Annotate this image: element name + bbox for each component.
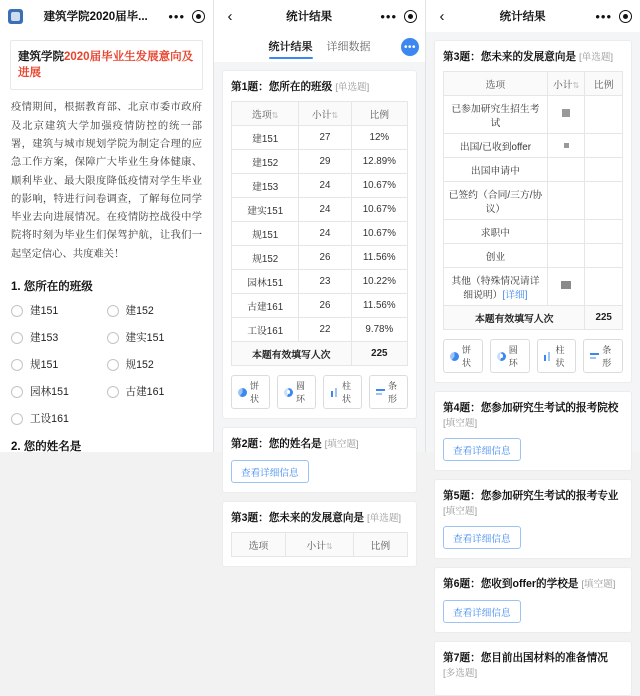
- option-label: 规151: [30, 359, 59, 372]
- radio-icon[interactable]: [107, 332, 119, 344]
- option-item[interactable]: [11, 357, 107, 372]
- question-1-type: [单选题]: [335, 82, 370, 93]
- chart-type-column-label: 柱状: [342, 381, 352, 404]
- cell-option: [444, 268, 548, 306]
- column-percent[interactable]: 比例: [585, 72, 623, 96]
- question-3-type: [单选题]: [578, 52, 614, 63]
- tab-statistics[interactable]: 统计结果: [269, 38, 313, 57]
- question-7-stat-card: [434, 641, 632, 696]
- chart-type-horizontal-bar[interactable]: [369, 375, 408, 409]
- cell-option: 工设161: [232, 318, 299, 342]
- question-3-heading: [443, 49, 623, 64]
- page-title: 统计结果: [499, 11, 546, 23]
- table-header-row: [444, 72, 623, 96]
- cell-count: 26: [299, 246, 351, 270]
- question-3-text: 您未来的发展意向是: [268, 512, 365, 524]
- cell-percent: 12%: [351, 126, 407, 150]
- question-3-number: 第3题：: [231, 512, 269, 524]
- option-item[interactable]: [107, 357, 203, 372]
- back-arrow-icon[interactable]: ‹: [227, 7, 233, 25]
- cell-option: 建151: [232, 126, 299, 150]
- table-total-row: [444, 306, 623, 330]
- survey-preview-panel: [0, 0, 214, 452]
- column-option-label: 选项: [252, 109, 272, 121]
- cell-count: 24: [299, 174, 351, 198]
- question-1-heading: [231, 79, 408, 94]
- radio-icon[interactable]: [107, 305, 119, 317]
- bar-chart-icon: [544, 352, 553, 361]
- column-percent-label: 比例: [369, 109, 390, 121]
- more-icon[interactable]: •••: [380, 8, 397, 24]
- cell-option: 出国申请中: [444, 158, 548, 182]
- column-option[interactable]: 选项: [444, 72, 548, 96]
- option-item[interactable]: [11, 303, 107, 318]
- question-1-title: 1. 您所在的班级: [11, 281, 93, 294]
- question-4-type: [填空题]: [443, 418, 478, 429]
- count-bar-icon: [561, 281, 571, 289]
- chart-type-ring[interactable]: [277, 375, 316, 409]
- total-label: 本题有效填写人次: [232, 342, 352, 366]
- table-row: [232, 270, 408, 294]
- chart-type-pie-label: 饼状: [250, 381, 260, 404]
- question-3-text: 您未来的发展意向是: [480, 51, 577, 63]
- question-4-text: 您参加研究生考试的报考院校: [480, 402, 619, 414]
- question-2-type: [填空题]: [324, 439, 359, 450]
- view-detail-button[interactable]: 查看详细信息: [231, 460, 309, 483]
- table-row: [232, 222, 408, 246]
- cell-percent: [585, 158, 623, 182]
- cell-count: [547, 158, 585, 182]
- cell-option: 古建161: [232, 294, 299, 318]
- cell-option-label: 其他（特殊情况请详细说明）: [451, 275, 540, 301]
- column-percent[interactable]: [351, 102, 407, 126]
- option-label: 建实151: [125, 332, 165, 345]
- more-icon[interactable]: •••: [168, 8, 185, 24]
- option-item[interactable]: [11, 384, 107, 399]
- option-label: 建151: [30, 305, 59, 318]
- target-icon[interactable]: [619, 10, 632, 23]
- cell-count: 24: [299, 198, 351, 222]
- option-item[interactable]: [11, 411, 107, 426]
- pie-chart-icon: [238, 388, 247, 397]
- table-row: [444, 182, 623, 220]
- survey-intro-text: 疫情期间，根据教育部、北京市委市政府及北京建筑大学加强疫情防控的统一部署，建筑与城市规划学院为制定合理的应急工作方案，保障广大毕业生身体健康、顺利毕业、最大限度降低疫情对学生毕业的影响，特进行问卷调查，了解每位同学毕业去向进展情况。在疫情防控战役中学院将时刻为毕业生们保驾护航，让我们一起坚定信心、共度难关！: [11, 102, 202, 260]
- question-1-stat-card: [222, 70, 417, 419]
- option-item[interactable]: [107, 384, 203, 399]
- cell-option: 规151: [232, 222, 299, 246]
- more-icon[interactable]: •••: [595, 8, 612, 24]
- chart-type-hbar-label: 条形: [602, 345, 612, 368]
- option-label: 建152: [125, 305, 154, 318]
- question-7-type: [多选题]: [443, 668, 478, 679]
- view-detail-button[interactable]: 查看详细信息: [443, 526, 521, 549]
- column-count-label: 小计: [306, 540, 326, 552]
- statistics-panel-scrolled: [426, 0, 640, 679]
- panel3-nav-actions: [595, 10, 632, 23]
- panel3-navbar: [426, 0, 640, 32]
- chart-type-ring[interactable]: [490, 339, 530, 373]
- detail-link[interactable]: [详细]: [502, 289, 528, 301]
- radio-icon[interactable]: [11, 386, 23, 398]
- view-detail-button[interactable]: 查看详细信息: [443, 600, 521, 623]
- question-3-stat-card: [222, 501, 417, 567]
- panel2-nav-actions: [380, 10, 417, 23]
- horizontal-bar-chart-icon: [376, 388, 385, 397]
- radio-icon[interactable]: [11, 359, 23, 371]
- question-6-heading: [443, 576, 623, 591]
- table-row: [232, 318, 408, 342]
- cell-option: 建实151: [232, 198, 299, 222]
- question-4-heading: [443, 400, 623, 429]
- table-row: [232, 198, 408, 222]
- cell-option: 园林151: [232, 270, 299, 294]
- option-label: 古建161: [125, 386, 165, 399]
- table-row: [444, 134, 623, 158]
- question-3-table: [443, 71, 623, 330]
- cell-percent: [585, 268, 623, 306]
- sort-icon[interactable]: ⇅: [572, 80, 580, 90]
- table-row: [232, 126, 408, 150]
- cell-count: 26: [299, 294, 351, 318]
- cell-option: 已签约（合同/三方/协议）: [444, 182, 548, 220]
- cell-percent: [585, 134, 623, 158]
- radio-icon[interactable]: [11, 413, 23, 425]
- chart-type-pie[interactable]: [231, 375, 270, 409]
- cell-percent: [585, 96, 623, 134]
- total-value: 225: [351, 342, 407, 366]
- more-options-button[interactable]: •••: [401, 38, 419, 56]
- option-item[interactable]: [107, 303, 203, 318]
- chart-type-hbar-label: 条形: [388, 381, 398, 404]
- cell-percent: 10.67%: [351, 198, 407, 222]
- cell-count: 22: [299, 318, 351, 342]
- chart-type-buttons: [231, 375, 408, 409]
- table-row: [444, 244, 623, 268]
- survey-title-card: [10, 40, 203, 90]
- cell-count: [547, 182, 585, 220]
- sort-icon[interactable]: ⇅: [325, 541, 333, 551]
- chart-type-pie-label: 饼状: [462, 345, 472, 368]
- table-row: [444, 96, 623, 134]
- column-count-label: 小计: [552, 79, 573, 91]
- cell-count: [547, 96, 585, 134]
- tab-detail-data[interactable]: 详细数据: [326, 40, 371, 53]
- sort-icon[interactable]: ⇅: [331, 110, 339, 120]
- question-5-number: 第5题：: [443, 490, 481, 502]
- ring-chart-icon: [497, 352, 506, 361]
- column-count-label: 小计: [311, 109, 332, 121]
- survey-title-highlight: 2020届毕业生发展意向及进展: [18, 51, 194, 80]
- column-count[interactable]: [299, 102, 351, 126]
- radio-icon[interactable]: [11, 332, 23, 344]
- question-2-text: 您的姓名是: [268, 438, 322, 450]
- radio-icon[interactable]: [107, 386, 119, 398]
- cell-option: 建153: [232, 174, 299, 198]
- cell-percent: [585, 220, 623, 244]
- question-1-block: [11, 278, 202, 454]
- question-6-text: 您收到offer的学校是: [480, 578, 579, 590]
- cell-option: 创业: [444, 244, 548, 268]
- cell-percent: [585, 244, 623, 268]
- cell-count: 27: [299, 126, 351, 150]
- chart-type-ring-label: 圆环: [296, 381, 306, 404]
- option-label: 规152: [125, 359, 154, 372]
- table-total-row: [232, 342, 408, 366]
- question-6-stat-card: [434, 567, 632, 633]
- cell-option: 建152: [232, 150, 299, 174]
- question-3-heading: [231, 510, 408, 525]
- question-1-table: [231, 101, 408, 366]
- cell-percent: 10.22%: [351, 270, 407, 294]
- total-label: 本题有效填写人次: [444, 306, 585, 330]
- question-6-number: 第6题：: [443, 578, 481, 590]
- chart-type-pie[interactable]: [443, 339, 483, 373]
- table-row: [232, 246, 408, 270]
- option-label: 工设161: [30, 413, 69, 426]
- cell-count: [547, 268, 585, 306]
- survey-title-prefix: 建筑学院: [18, 51, 64, 63]
- column-percent[interactable]: 比例: [353, 533, 407, 557]
- table-row: [232, 150, 408, 174]
- table-row: [444, 268, 623, 306]
- cell-count: [547, 134, 585, 158]
- target-icon[interactable]: [404, 10, 417, 23]
- question-4-stat-card: [434, 391, 632, 471]
- table-row: [232, 294, 408, 318]
- cell-percent: [585, 182, 623, 220]
- ring-chart-icon: [284, 388, 293, 397]
- sort-icon[interactable]: ⇅: [271, 110, 279, 120]
- count-bar-icon: [562, 109, 570, 117]
- question-2-stat-card: [222, 427, 417, 493]
- cell-option: 求职中: [444, 220, 548, 244]
- question-2-number: 第2题：: [231, 438, 269, 450]
- cell-percent: 9.78%: [351, 318, 407, 342]
- question-1-text: 您所在的班级: [268, 81, 333, 93]
- cell-option: 已参加研究生招生考试: [444, 96, 548, 134]
- total-value: 225: [585, 306, 623, 330]
- question-5-heading: [443, 488, 623, 517]
- cell-percent: 11.56%: [351, 246, 407, 270]
- question-7-number: 第7题：: [443, 652, 481, 664]
- page-title: 建筑学院2020届毕...: [43, 11, 148, 23]
- question-3-stat-card-full: [434, 40, 632, 383]
- back-arrow-icon[interactable]: ‹: [439, 7, 445, 25]
- view-detail-button[interactable]: 查看详细信息: [443, 438, 521, 461]
- result-tabs: [214, 32, 425, 62]
- question-2-heading: [231, 436, 408, 451]
- question-6-type: [填空题]: [581, 579, 616, 590]
- bar-chart-icon: [330, 388, 339, 397]
- panel2-navbar: [214, 0, 425, 32]
- option-label: 园林151: [30, 386, 69, 399]
- page-title: 统计结果: [286, 11, 333, 23]
- horizontal-bar-chart-icon: [590, 352, 599, 361]
- column-option[interactable]: [232, 102, 299, 126]
- cell-percent: 10.67%: [351, 174, 407, 198]
- cell-count: 23: [299, 270, 351, 294]
- chart-type-column-label: 柱状: [555, 345, 565, 368]
- panel1-nav-actions: [168, 10, 205, 23]
- cell-option: 出国/已收到offer: [444, 134, 548, 158]
- question-5-stat-card: [434, 479, 632, 559]
- question-3-type: [单选题]: [366, 513, 402, 524]
- radio-icon[interactable]: [107, 359, 119, 371]
- question-5-text: 您参加研究生考试的报考专业: [480, 490, 619, 502]
- chart-type-buttons: [443, 339, 623, 373]
- chart-type-horizontal-bar[interactable]: [583, 339, 623, 373]
- question-3-table-preview: [231, 532, 408, 557]
- table-row: [444, 158, 623, 182]
- column-option[interactable]: 选项: [232, 533, 286, 557]
- cell-count: [547, 220, 585, 244]
- table-header-row: [232, 102, 408, 126]
- question-7-heading: [443, 650, 623, 679]
- question-7-text: 您目前出国材料的准备情况: [480, 652, 608, 664]
- question-2-title: 2. 您的姓名是: [11, 441, 82, 454]
- cell-percent: 12.89%: [351, 150, 407, 174]
- count-bar-icon: [564, 143, 569, 148]
- option-label: 建153: [30, 332, 59, 345]
- target-icon[interactable]: [192, 10, 205, 23]
- table-row: [444, 220, 623, 244]
- statistics-panel: [214, 0, 426, 552]
- question-1-number: 第1题：: [231, 81, 269, 93]
- option-item[interactable]: [107, 330, 203, 345]
- cell-count: 24: [299, 222, 351, 246]
- question-3-number: 第3题：: [443, 51, 481, 63]
- cell-option: 规152: [232, 246, 299, 270]
- question-4-number: 第4题：: [443, 402, 481, 414]
- question-5-type: [填空题]: [443, 506, 478, 517]
- avatar: [8, 9, 23, 24]
- table-header-row: [232, 533, 408, 557]
- chart-type-ring-label: 圆环: [508, 345, 518, 368]
- option-item[interactable]: [11, 330, 107, 345]
- radio-icon[interactable]: [11, 305, 23, 317]
- cell-percent: 10.67%: [351, 222, 407, 246]
- chart-type-column[interactable]: [537, 339, 577, 373]
- pie-chart-icon: [450, 352, 459, 361]
- cell-count: [547, 244, 585, 268]
- question-1-options: [11, 303, 202, 438]
- column-count[interactable]: [286, 533, 354, 557]
- column-count[interactable]: [547, 72, 585, 96]
- cell-percent: 11.56%: [351, 294, 407, 318]
- panel1-navbar: [0, 0, 213, 32]
- chart-type-column[interactable]: [323, 375, 362, 409]
- table-row: [232, 174, 408, 198]
- cell-count: 29: [299, 150, 351, 174]
